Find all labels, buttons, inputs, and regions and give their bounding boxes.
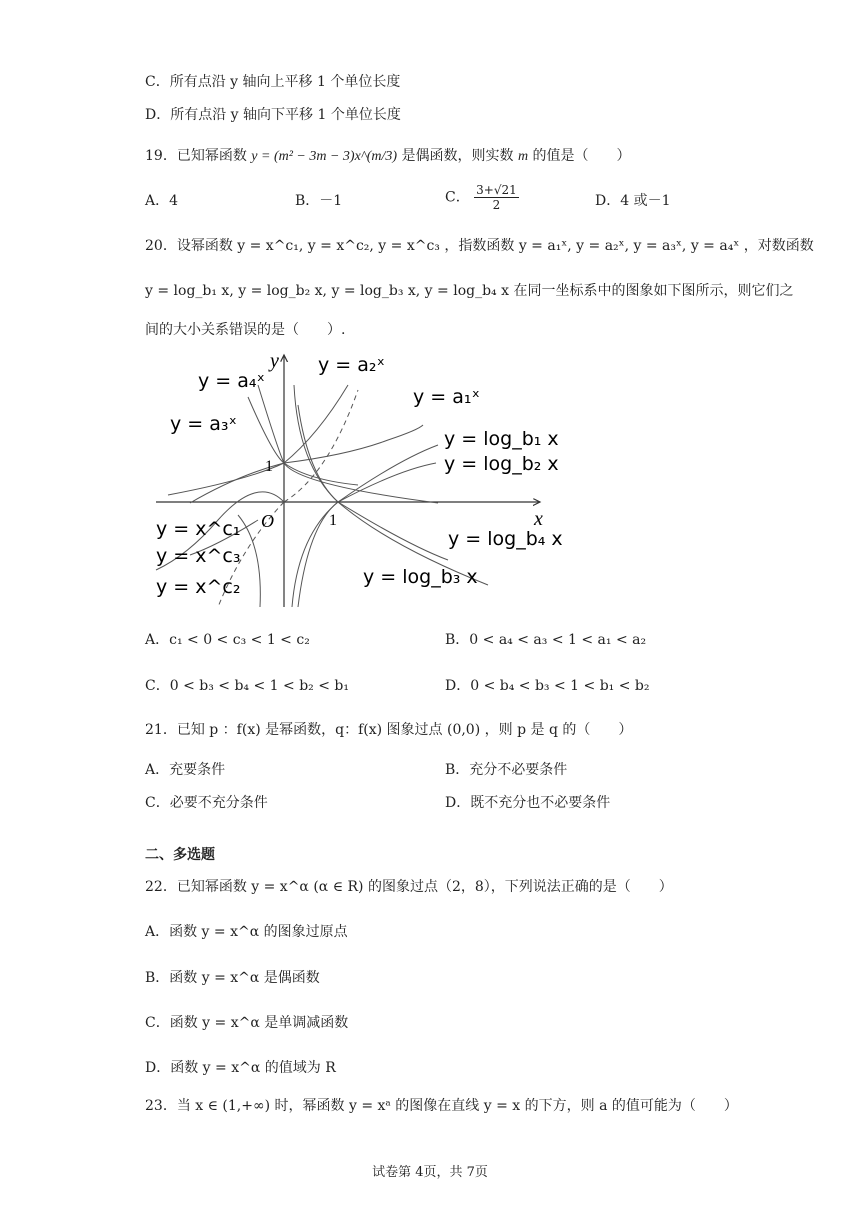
- q19-option-c-label: C．: [445, 189, 470, 206]
- q20-stem-line1: 20．设幂函数 y = x^c₁, y = x^c₂, y = x^c₃ ，指数函数 y = a₁ˣ, y = a₂ˣ, y = a₃ˣ, y = a₄ˣ ，对数函数: [145, 238, 814, 254]
- q20-option-c: C．0 < b₃ < b₄ < 1 < b₂ < b₁: [145, 678, 349, 694]
- curve-log-b4: [298, 405, 448, 560]
- q22-stem: 22．已知幂函数 y = x^α (α ∈ R) 的图象过点（2，8），下列说法正确的是（ ）: [145, 879, 673, 895]
- q19-stem: [145, 146, 631, 167]
- q20-function-graph: [148, 345, 563, 610]
- graph-y-one-label: 1: [265, 458, 273, 475]
- q19-option-c: [445, 183, 519, 212]
- section-multiple-choice: 二、多选题: [145, 847, 215, 863]
- label-a2: y = a₂ˣ: [318, 354, 385, 376]
- q21-option-c: C．必要不充分条件: [145, 795, 268, 811]
- graph-x-axis-label: x: [534, 508, 543, 530]
- label-log-b3: y = log_b₃ x: [363, 566, 478, 588]
- page-footer: 试卷第 4页，共 7页: [372, 1165, 488, 1180]
- curve-c-branch: [238, 515, 260, 607]
- q23-stem: 23．当 x ∈ (1,+∞) 时，幂函数 y = xᵃ 的图像在直线 y = x 的下方，则 a 的值可能为（ ）: [145, 1098, 738, 1114]
- graph-x-one-label: 1: [329, 512, 337, 529]
- q22-option-d: D．函数 y = x^α 的值域为 R: [145, 1060, 336, 1076]
- q18-option-c: C．所有点沿 y 轴向上平移 1 个单位长度: [145, 74, 401, 90]
- q19-option-d: D．4 或－1: [595, 193, 671, 209]
- label-a1: y = a₁ˣ: [413, 386, 480, 408]
- label-c2: y = x^c₂: [156, 576, 241, 598]
- q21-stem: 21．已知 p ：f(x) 是幂函数，q：f(x) 图象过点 (0,0) ，则 p 是 q 的（ ）: [145, 722, 633, 738]
- q19-option-c-denominator: 2: [492, 198, 501, 212]
- q20-stem-line3: 间的大小关系错误的是（ ）.: [145, 322, 346, 338]
- q22-option-c: C．函数 y = x^α 是单调减函数: [145, 1015, 349, 1031]
- label-a3: y = a₃ˣ: [170, 413, 237, 435]
- curve-a3: [258, 385, 438, 503]
- label-a4: y = a₄ˣ: [198, 370, 265, 392]
- q19-stem-b: 是偶函数，则实数: [401, 148, 514, 164]
- q19-stem-c: 的值是（ ）: [532, 148, 631, 164]
- label-log-b1: y = log_b₁ x: [444, 428, 559, 450]
- label-log-b2: y = log_b₂ x: [444, 453, 559, 475]
- q21-option-b: B．充分不必要条件: [445, 762, 568, 778]
- q18-option-d: D．所有点沿 y 轴向下平移 1 个单位长度: [145, 107, 401, 123]
- graph-origin-label: O: [261, 511, 274, 531]
- q19-stem-a: 19．已知幂函数: [145, 148, 247, 164]
- curve-a1: [190, 425, 423, 503]
- q21-option-d: D．既不充分也不必要条件: [445, 795, 611, 811]
- q19-var: m: [517, 149, 529, 164]
- q22-option-b: B．函数 y = x^α 是偶函数: [145, 970, 320, 986]
- label-log-b4: y = log_b₄ x: [448, 528, 563, 550]
- q19-option-c-numerator: 3+√21: [476, 183, 517, 197]
- q20-option-b: B．0 < a₄ < a₃ < 1 < a₁ < a₂: [445, 632, 647, 648]
- q19-formula: y = (m² − 3m − 3)x^(m/3): [251, 149, 398, 164]
- label-c3: y = x^c₃: [156, 545, 241, 567]
- q21-option-a: A．充要条件: [145, 762, 226, 778]
- graph-y-axis-label: y: [270, 350, 279, 372]
- q20-option-d: D．0 < b₄ < b₃ < 1 < b₁ < b₂: [445, 678, 650, 694]
- q20-stem-line2: y = log_b₁ x, y = log_b₂ x, y = log_b₃ x, y = log_b₄ x 在同一坐标系中的图象如下图所示，则它们之: [145, 283, 794, 299]
- q20-option-a: A．c₁ < 0 < c₃ < 1 < c₂: [145, 632, 310, 648]
- q19-option-c-fraction: [474, 183, 519, 212]
- curve-c2: [218, 390, 358, 607]
- q22-option-a: A．函数 y = x^α 的图象过原点: [145, 924, 348, 940]
- curve-log-b3: [294, 385, 488, 585]
- q19-option-a: A．4: [145, 193, 179, 209]
- q19-option-b: B．－1: [295, 193, 343, 209]
- label-c1: y = x^c₁: [156, 518, 241, 540]
